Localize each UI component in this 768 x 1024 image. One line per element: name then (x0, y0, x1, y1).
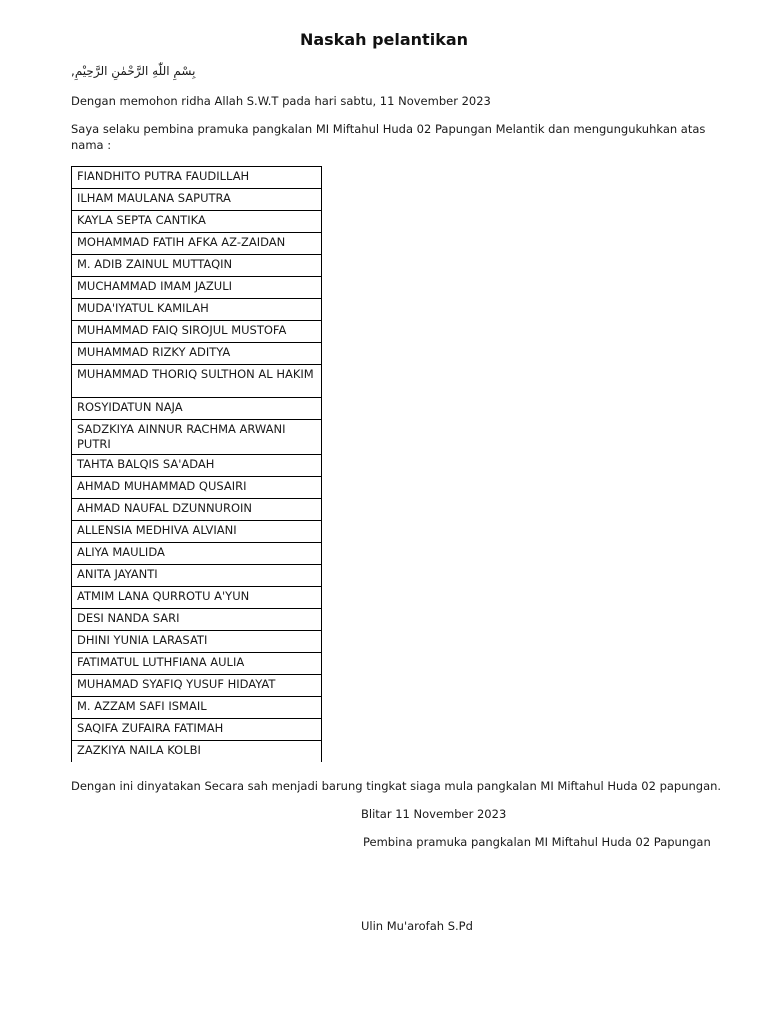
name-cell: ZAZKIYA NAILA KOLBI (72, 741, 322, 763)
table-row (72, 565, 322, 587)
name-cell: KAYLA SEPTA CANTIKA (72, 211, 322, 233)
closing-paragraph: Dengan ini dinyatakan Secara sah menjadi barung tingkat siaga mula pangkalan MI Miftahul Huda 02 papungan. (71, 779, 722, 793)
name-cell: AHMAD MUHAMMAD QUSAIRI (72, 477, 322, 499)
name-cell: MUHAMAD SYAFIQ YUSUF HIDAYAT (72, 675, 322, 697)
signer-title: Pembina pramuka pangkalan MI Miftahul Huda 02 Papungan (363, 835, 711, 849)
table-row (72, 255, 322, 277)
name-cell: MUDA'IYATUL KAMILAH (72, 299, 322, 321)
name-cell: M. AZZAM SAFI ISMAIL (72, 697, 322, 719)
page-title: Naskah pelantikan (299, 30, 469, 49)
table-row (72, 719, 322, 741)
table-row (72, 543, 322, 565)
name-cell: SADZKIYA AINNUR RACHMA ARWANI PUTRI (72, 420, 322, 455)
table-row (72, 675, 322, 697)
opening-paragraph: Dengan memohon ridha Allah S.W.T pada hari sabtu, 11 November 2023 (71, 94, 491, 108)
name-cell: DESI NANDA SARI (72, 609, 322, 631)
table-row (72, 741, 322, 763)
table-row (72, 299, 322, 321)
place-date: Blitar 11 November 2023 (361, 807, 507, 821)
names-table (71, 166, 322, 762)
signer-name: Ulin Mu'arofah S.Pd (361, 919, 473, 933)
name-cell: ATMIM LANA QURROTU A'YUN (72, 587, 322, 609)
name-cell: MUHAMMAD FAIQ SIROJUL MUSTOFA (72, 321, 322, 343)
name-cell: ANITA JAYANTI (72, 565, 322, 587)
name-cell: MOHAMMAD FATIH AFKA AZ-ZAIDAN (72, 233, 322, 255)
table-row (72, 420, 322, 455)
table-row (72, 211, 322, 233)
name-cell: TAHTA BALQIS SA'ADAH (72, 455, 322, 477)
statement-paragraph: Saya selaku pembina pramuka pangkalan MI Miftahul Huda 02 Papungan Melantik dan mengungukuhkan atas nama : (71, 122, 706, 152)
table-row (72, 455, 322, 477)
table-row (72, 477, 322, 499)
table-row (72, 499, 322, 521)
name-cell: MUHAMMAD RIZKY ADITYA (72, 343, 322, 365)
basmala-text: بِسْمِ اللّٰهِ الرَّحْمٰنِ الرَّحِيْمِ, (71, 64, 196, 78)
table-row (72, 631, 322, 653)
table-row (72, 233, 322, 255)
name-cell: ALIYA MAULIDA (72, 543, 322, 565)
table-row (72, 609, 322, 631)
table-row (72, 277, 322, 299)
table-row (72, 365, 322, 398)
table-row (72, 653, 322, 675)
name-cell: SAQIFA ZUFAIRA FATIMAH (72, 719, 322, 741)
name-cell: MUHAMMAD THORIQ SULTHON AL HAKIM (72, 365, 322, 398)
table-row (72, 321, 322, 343)
name-cell: ROSYIDATUN NAJA (72, 398, 322, 420)
name-cell: ALLENSIA MEDHIVA ALVIANI (72, 521, 322, 543)
table-row (72, 697, 322, 719)
table-row (72, 189, 322, 211)
table-row (72, 521, 322, 543)
table-row (72, 398, 322, 420)
name-cell: ILHAM MAULANA SAPUTRA (72, 189, 322, 211)
name-cell: AHMAD NAUFAL DZUNNUROIN (72, 499, 322, 521)
name-cell: DHINI YUNIA LARASATI (72, 631, 322, 653)
table-row (72, 587, 322, 609)
table-row (72, 167, 322, 189)
name-cell: M. ADIB ZAINUL MUTTAQIN (72, 255, 322, 277)
name-cell: MUCHAMMAD IMAM JAZULI (72, 277, 322, 299)
name-cell: FIANDHITO PUTRA FAUDILLAH (72, 167, 322, 189)
name-cell: FATIMATUL LUTHFIANA AULIA (72, 653, 322, 675)
table-row (72, 343, 322, 365)
